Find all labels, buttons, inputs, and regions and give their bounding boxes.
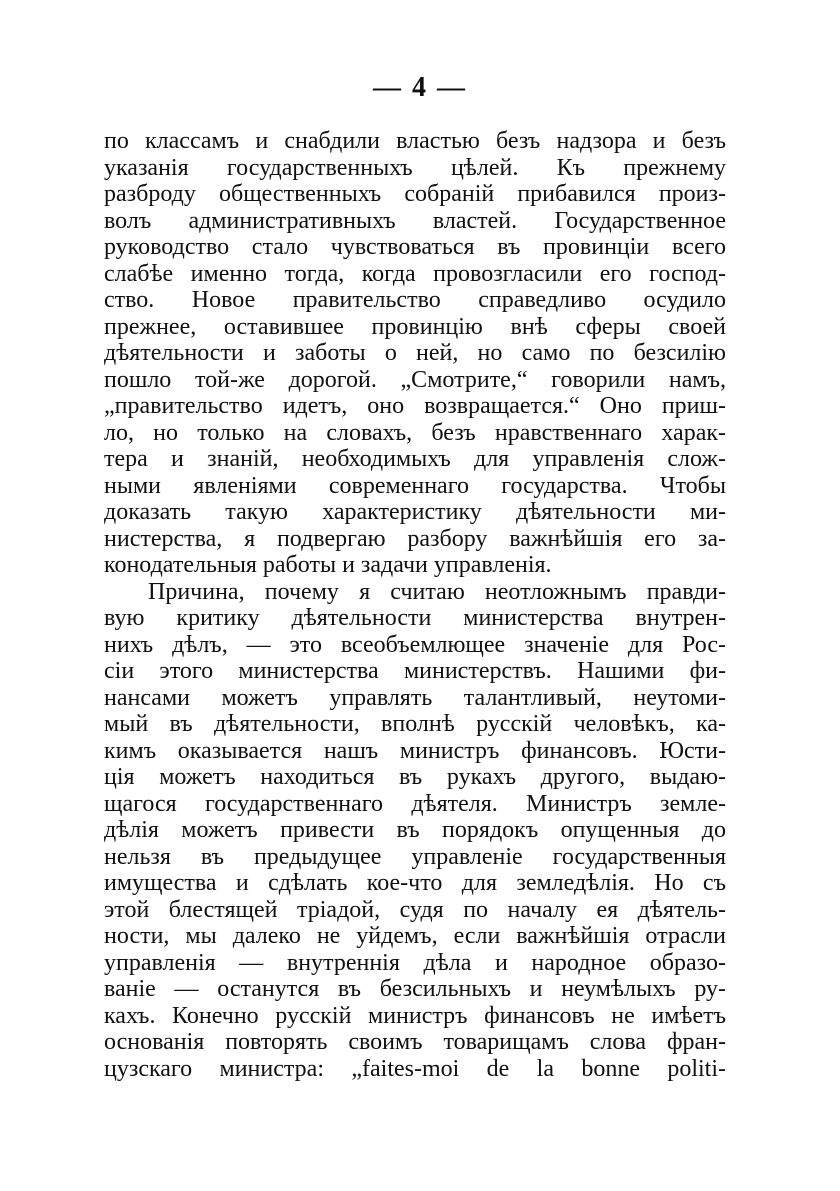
text-line: ваніе — останутся въ безсильныхъ и неумѣлыхъ ру- [104,976,726,1002]
text-line: мый въ дѣятельности, вполнѣ русскій человѣкъ, ка- [104,711,726,737]
text-line: кимъ оказывается нашъ министръ финансовъ. Юсти- [104,737,726,764]
text-line: дѣятельности и заботы о ней, но само по безсилію [104,340,726,366]
text-line: имущества и сдѣлать кое-что для земледѣлія. Но съ [104,870,726,896]
text-line: этой блестящей тріадой, судя по началу ея дѣятель- [104,896,726,923]
text-line: сіи этого министерства министерствъ. Нашими фи- [104,658,726,684]
text-line: дѣлія можетъ привести въ порядокъ опущенныя до [104,817,726,843]
text-line: цузскаго министра: „faites-moi de la bonne politi- [104,1055,726,1082]
text-line: „правительство идетъ, оно возвращается.“ Оно приш- [104,393,726,419]
text-line: ство. Новое правительство справедливо осудило [104,287,726,313]
text-line: разброду общественныхъ собраній прибавился произ- [104,181,726,207]
text-line: тера и знаній, необходимыхъ для управленія слож- [104,446,726,472]
text-line: нихъ дѣлъ, — это всеобъемлющее значеніе для Рос- [104,631,726,658]
body-text [104,128,726,1082]
text-line: ными явленіями современнаго государства. Чтобы [104,472,726,499]
text-line: руководство стало чувствоваться въ провинціи всего [104,234,726,260]
text-line: ло, но только на словахъ, безъ нравственнаго харак- [104,419,726,446]
text-line: нельзя въ предыдущее управленіе государственныя [104,843,726,870]
text-line: указанія государственныхъ цѣлей. Къ прежнему [104,154,726,181]
text-line: кахъ. Конечно русскій министръ финансовъ не имѣетъ [104,1002,726,1029]
page-number: — 4 — [373,72,467,103]
text-line: прежнее, оставившее провинцію внѣ сферы своей [104,313,726,340]
text-line: управленія — внутреннія дѣла и народное образо- [104,949,726,976]
text-line: по классамъ и снабдили властью безъ надзора и безъ [104,128,726,154]
text-line: ности, мы далеко не уйдемъ, если важнѣйшія отрасли [104,923,726,949]
text-line: конодательныя работы и задачи управленія. [104,552,552,578]
text-line: слабѣе именно тогда, когда провозгласили его господ- [104,260,726,287]
text-line: Причина, почему я считаю неотложнымъ правди- [148,578,726,605]
text-line: нансами можетъ управлять талантливый, неутоми- [104,684,726,711]
text-line: пошло той-же дорогой. „Смотрите,“ говорили намъ, [104,366,726,393]
text-line: нистерства, я подвергаю разбору важнѣйшія его за- [104,525,726,552]
text-line: вую критику дѣятельности министерства внутрен- [104,605,726,631]
text-line: доказать такую характеристику дѣятельности ми- [104,499,726,525]
text-line: ція можетъ находиться въ рукахъ другого, выдаю- [104,764,726,790]
paragraph-2 [104,579,726,1083]
text-line: щагося государственнаго дѣятеля. Министръ земле- [104,790,726,817]
text-line: волъ административныхъ властей. Государственное [104,207,726,234]
text-line: основанія повторять своимъ товарищамъ слова фран- [104,1029,726,1055]
paragraph-1 [104,128,726,579]
